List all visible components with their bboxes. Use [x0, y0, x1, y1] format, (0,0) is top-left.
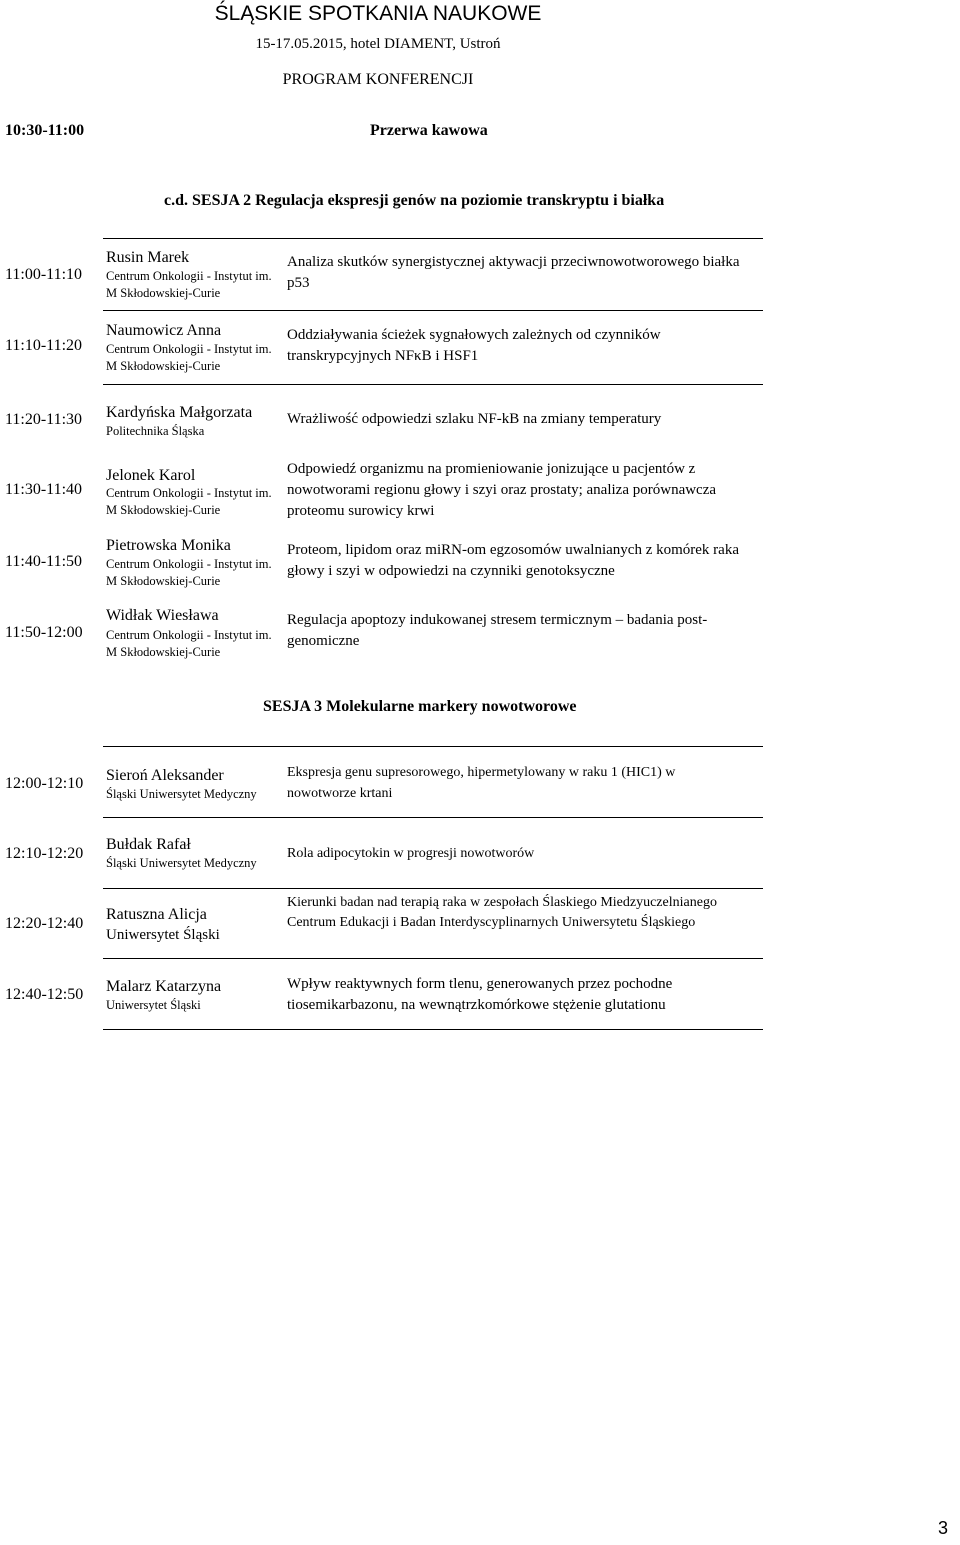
page-number: 3 — [938, 1518, 949, 1538]
talk-title: Kierunki badan nad terapią raka w zespołach Ślaskiego Miedzyuczelnianego Centrum Edukacji i Badan Interdyscyplinarnych Uniwersytetu Śląskiego — [287, 895, 717, 930]
talk-time: 11:20-11:30 — [5, 411, 83, 428]
speaker-name: Widłak Wiesława — [106, 607, 219, 624]
speaker-affiliation: Śląski Uniwersytet Medyczny — [106, 787, 257, 801]
page-subtitle: 15-17.05.2015, hotel DIAMENT, Ustroń — [255, 36, 501, 52]
talk-title: Oddziaływania ścieżek sygnałowych zależnych od czynników transkrypcyjnych NFκB i HSF1 — [287, 327, 661, 364]
divider — [103, 746, 763, 747]
speaker-affiliation: Centrum Onkologii - Instytut im. M Skłodowskiej-Curie — [106, 628, 272, 659]
divider — [103, 1029, 763, 1030]
talk-time: 12:00-12:10 — [5, 775, 84, 792]
page-title: ŚLĄSKIE SPOTKANIA NAUKOWE — [214, 2, 542, 25]
speaker-affiliation: Centrum Onkologii - Instytut im. M Skłodowskiej-Curie — [106, 269, 272, 300]
program-heading: PROGRAM KONFERENCJI — [282, 71, 474, 88]
speaker-affiliation: Centrum Onkologii - Instytut im. M Skłodowskiej-Curie — [106, 557, 272, 588]
talk-time: 12:20-12:40 — [5, 915, 84, 932]
speaker-name: Rusin Marek — [106, 249, 190, 266]
talk-time: 11:00-11:10 — [5, 266, 83, 283]
speaker-name: Malarz Katarzyna — [106, 978, 222, 995]
speaker-affiliation: Uniwersytet Śląski — [106, 998, 201, 1012]
talk-time: 11:40-11:50 — [5, 553, 83, 570]
divider — [103, 238, 763, 239]
speaker-name: Kardyńska Małgorzata — [106, 404, 253, 421]
speaker-name: Bułdak Rafał — [106, 836, 191, 853]
talk-title: Proteom, lipidom oraz miRN-om egzosomów uwalnianych z komórek raka głowy i szyi w odpowiedzi na czynniki genotoksyczne — [287, 542, 739, 579]
talk-time: 12:10-12:20 — [5, 845, 84, 862]
session-2-title: c.d. SESJA 2 Regulacja ekspresji genów na poziomie transkryptu i białka — [164, 192, 665, 209]
divider — [103, 958, 763, 959]
speaker-name: Sieroń Aleksander — [106, 767, 224, 784]
speaker-name: Naumowicz Anna — [106, 322, 222, 339]
talk-title: Ekspresja genu supresorowego, hipermetylowany w raku 1 (HIC1) w nowotworze krtani — [287, 765, 676, 801]
talk-time: 11:30-11:40 — [5, 481, 83, 498]
break-time: 10:30-11:00 — [5, 122, 85, 139]
speaker-name: Jelonek Karol — [106, 467, 196, 484]
talk-time: 11:10-11:20 — [5, 337, 83, 354]
talk-title: Rola adipocytokin w progresji nowotworów — [287, 846, 535, 861]
talk-title: Analiza skutków synergistycznej aktywacji przeciwnowotworowego białka p53 — [287, 254, 740, 291]
session-3-title: SESJA 3 Molekularne markery nowotworowe — [263, 698, 577, 715]
speaker-affiliation: Centrum Onkologii - Instytut im. M Skłodowskiej-Curie — [106, 486, 272, 517]
talk-title: Odpowiedź organizmu na promieniowanie jonizujące u pacjentów z nowotworami regionu głowy i szyi oraz prostaty; analiza porównawcza proteomu surowicy krwi — [287, 461, 717, 519]
divider — [103, 384, 763, 385]
divider — [103, 817, 763, 818]
speaker-affiliation: Śląski Uniwersytet Medyczny — [106, 856, 257, 870]
divider — [103, 310, 763, 311]
talk-time: 11:50-12:00 — [5, 624, 83, 641]
speaker-affiliation: Uniwersytet Śląski — [106, 927, 220, 943]
talk-title: Wpływ reaktywnych form tlenu, generowanych przez pochodne tiosemikarbazonu, na wewnątrzkomórkowe stężenie glutationu — [287, 976, 673, 1013]
speaker-name: Ratuszna Alicja — [106, 906, 207, 923]
break-label: Przerwa kawowa — [370, 122, 488, 139]
talk-title: Wrażliwość odpowiedzi szlaku NF-kB na zmiany temperatury — [287, 411, 662, 427]
divider — [103, 888, 763, 889]
speaker-affiliation: Centrum Onkologii - Instytut im. M Skłodowskiej-Curie — [106, 342, 272, 373]
talk-title: Regulacja apoptozy indukowanej stresem termicznym – badania post-genomiczne — [287, 612, 708, 649]
talk-time: 12:40-12:50 — [5, 986, 84, 1003]
speaker-name: Pietrowska Monika — [106, 537, 231, 554]
speaker-affiliation: Politechnika Śląska — [106, 424, 205, 438]
